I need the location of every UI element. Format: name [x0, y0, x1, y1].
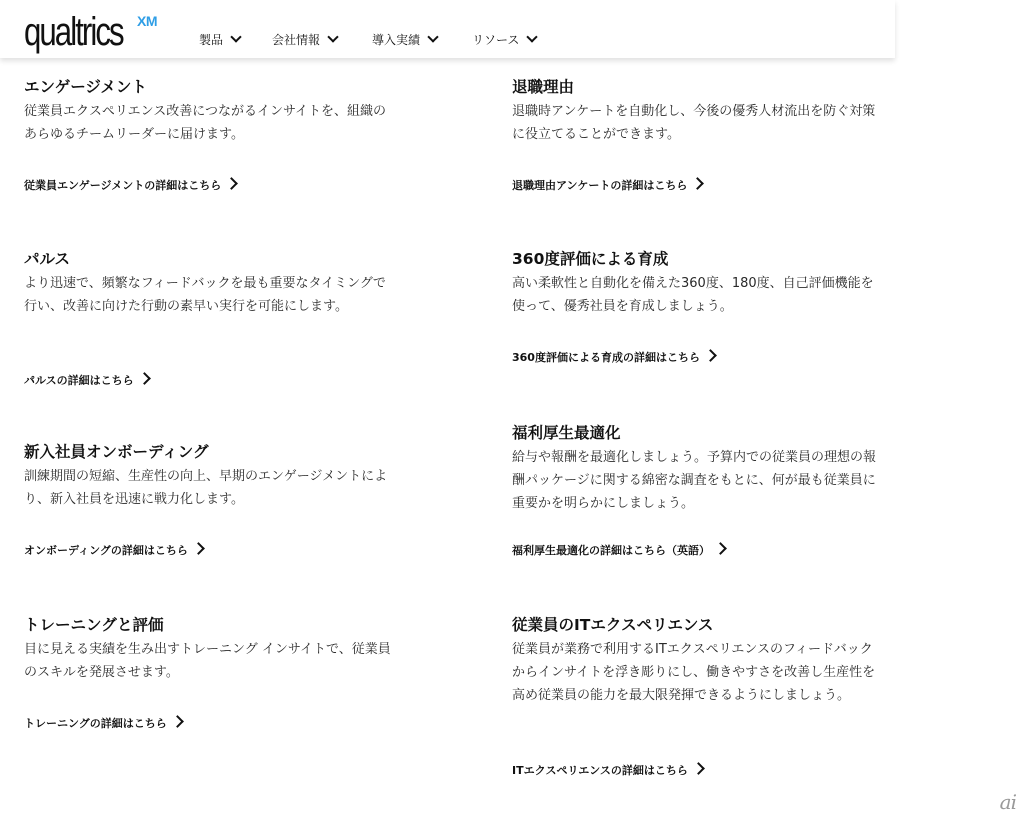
logo-wordmark: qualtrics [24, 10, 123, 54]
chevron-right-icon [171, 715, 184, 728]
nav-item-label: 製品 [199, 33, 224, 47]
site-header [0, 0, 895, 58]
nav-item-customers[interactable] [372, 30, 437, 50]
card-description: 退職時アンケートを自動化し、今後の優秀人材流出を防ぐ対策に役立てることができます。 [512, 104, 876, 142]
card-link-label: パルスの詳細はこちら [24, 374, 134, 387]
card-link[interactable] [512, 542, 725, 560]
nav-item-company[interactable] [272, 30, 337, 50]
chevron-right-icon [138, 372, 151, 385]
card-link[interactable] [512, 349, 715, 367]
chevron-right-icon [704, 349, 717, 362]
card-description: 従業員エクスペリエンス改善につながるインサイトを、組織のあらゆるチームリーダーに届けます。 [24, 104, 387, 142]
logo-xm-badge: XM [137, 13, 157, 29]
card-description: 給与や報酬を最適化しましょう。予算内での従業員の理想の報酬パッケージに関する綿密な調査をもとに、何が最も従業員に重要かを明らかにしましょう。 [512, 450, 877, 511]
nav-item-label: 導入実績 [372, 33, 421, 47]
card-link-label: 福利厚生最適化の詳細はこちら（英語） [512, 544, 710, 557]
card-link-label: 退職理由アンケートの詳細はこちら [512, 179, 688, 192]
nav-item-resources[interactable] [472, 30, 536, 50]
card-link-label: 従業員エンゲージメントの詳細はこちら [24, 179, 222, 192]
card-title: パルス [24, 250, 71, 268]
chevron-down-icon [230, 31, 241, 42]
card-description: 目に見える実績を生み出すトレーニング インサイトで、従業員のスキルを発展させます。 [24, 642, 391, 680]
chevron-right-icon [225, 177, 238, 190]
nav-item-label: リソース [472, 33, 520, 47]
chevron-right-icon [192, 542, 205, 555]
card-link-label: 360度評価による育成の詳細はこちら [512, 351, 700, 364]
card-title: 退職理由 [512, 78, 575, 96]
card-link[interactable] [24, 177, 236, 195]
nav-item-products[interactable] [199, 30, 240, 50]
card-title: 新入社員オンボーディング [24, 443, 209, 461]
card-onboarding [24, 441, 394, 571]
card-title: トレーニングと評価 [24, 616, 164, 634]
chevron-down-icon [327, 31, 338, 42]
card-description: 従業員が業務で利用するITエクスペリエンスのフィードバックからインサイトを浮き彫りにし、働きやすさを改善し生産性を高め従業員の能力を最大限発揮できるようにしましょう。 [512, 642, 876, 703]
chevron-down-icon [427, 31, 438, 42]
chevron-right-icon [691, 177, 704, 190]
card-link[interactable] [24, 715, 182, 733]
card-description: 高い柔軟性と自動化を備えた360度、180度、自己評価機能を使って、優秀社員を育成しましょう。 [512, 276, 874, 314]
chevron-right-icon [692, 762, 705, 775]
chevron-right-icon [714, 542, 727, 555]
card-link-label: トレーニングの詳細はこちら [24, 717, 167, 730]
card-pulse [24, 248, 394, 393]
qualtrics-logo[interactable] [24, 10, 157, 54]
card-link[interactable] [24, 542, 203, 560]
card-engagement [24, 76, 394, 206]
chevron-down-icon [527, 31, 538, 42]
card-360 [512, 248, 882, 378]
card-title: 360度評価による育成 [512, 250, 669, 268]
card-training [24, 614, 394, 744]
card-title: 従業員のITエクスペリエンス [512, 616, 714, 634]
card-title: 福利厚生最適化 [512, 424, 621, 442]
card-title: エンゲージメント [24, 78, 147, 96]
card-link-label: ITエクスペリエンスの詳細はこちら [512, 764, 688, 777]
card-benefits [512, 422, 882, 572]
nav-item-label: 会社情報 [272, 33, 321, 47]
card-exit [512, 76, 882, 206]
card-description: 訓練期間の短縮、生産性の向上、早期のエンゲージメントにより、新入社員を迅速に戦力化します。 [24, 469, 388, 507]
card-link-label: オンボーディングの詳細はこちら [24, 544, 188, 557]
card-description: より迅速で、頻繁なフィードバックを最も重要なタイミングで行い、改善に向けた行動の素早い実行を可能にします。 [24, 276, 386, 314]
card-link[interactable] [512, 762, 703, 780]
watermark-logo: ai [999, 790, 1016, 814]
card-link[interactable] [24, 372, 149, 390]
card-link[interactable] [512, 177, 702, 195]
card-it-experience [512, 614, 882, 784]
